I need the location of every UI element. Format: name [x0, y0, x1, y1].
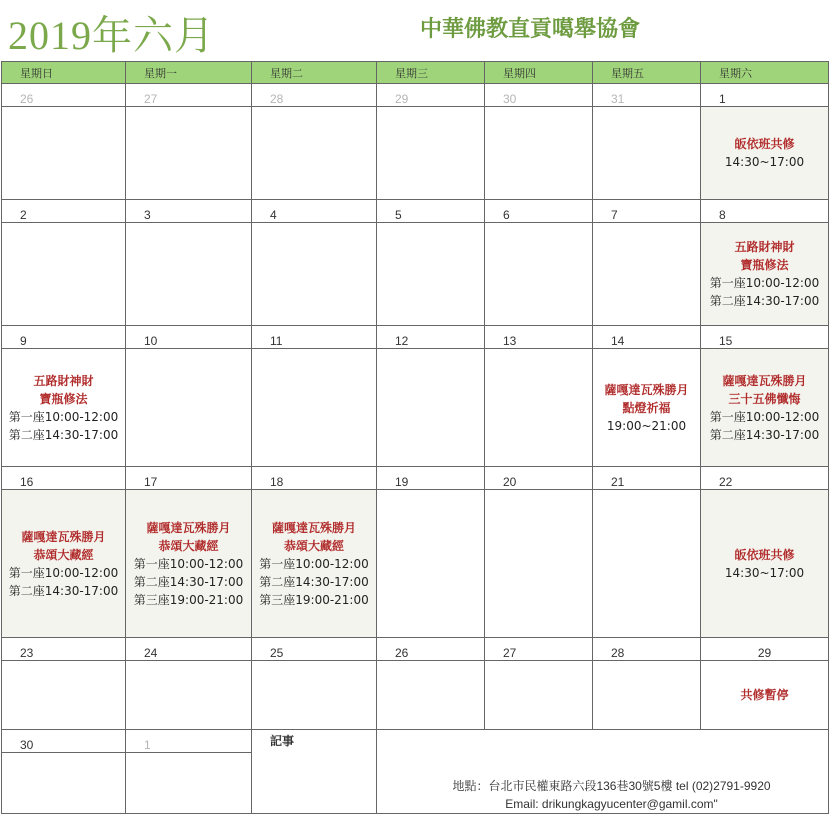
event-title: 薩嘎達瓦殊勝月 恭頌大藏經 — [271, 520, 356, 553]
day-cell[interactable] — [2, 223, 126, 326]
organization-name: 中華佛教直貢噶舉協會 — [420, 17, 641, 42]
day-cell[interactable] — [377, 223, 485, 326]
date-number: 25 — [252, 638, 377, 661]
event-time: 第一座10:00-12:00 — [133, 556, 244, 571]
event-title: 五路財神財 寶瓶修法 — [33, 373, 94, 406]
day-cell[interactable] — [485, 349, 593, 467]
event-title: 皈依班共修 — [734, 137, 795, 151]
day-cell[interactable] — [701, 661, 829, 730]
weekday-header-row — [2, 62, 829, 84]
date-number: 9 — [2, 326, 126, 349]
day-cell[interactable] — [252, 349, 377, 467]
date-number: 19 — [377, 467, 485, 490]
event-title: 薩嘎達瓦殊勝月 恭頌大藏經 — [146, 520, 231, 553]
weekday-sun: 星期日 — [2, 62, 126, 84]
address-text: 地點：台北市民權東路六段136巷30號5樓 tel (02)2791-9920 — [452, 779, 771, 793]
date-number: 21 — [593, 467, 701, 490]
date-number: 30 — [485, 84, 593, 107]
event-title: 薩嘎達瓦殊勝月 恭頌大藏經 — [21, 529, 106, 562]
event-title: 薩嘎達瓦殊勝月 三十五佛懺悔 — [722, 373, 807, 406]
event-time: 第二座14:30-17:00 — [8, 427, 119, 442]
event-time: 第一座10:00-12:00 — [8, 565, 119, 580]
date-number: 13 — [485, 326, 593, 349]
date-number: 1 — [701, 84, 829, 107]
calendar-grid — [1, 61, 829, 814]
date-number-row — [2, 638, 829, 661]
day-cell[interactable] — [126, 223, 252, 326]
day-cell-row — [2, 349, 829, 467]
date-number: 16 — [2, 467, 126, 490]
date-number: 10 — [126, 326, 252, 349]
date-number: 28 — [593, 638, 701, 661]
day-cell[interactable] — [485, 223, 593, 326]
date-number: 27 — [485, 638, 593, 661]
date-number: 7 — [593, 200, 701, 223]
event-title: 薩嘎達瓦殊勝月 點燈祈福 — [604, 382, 689, 415]
event-time: 第一座10:00-12:00 — [8, 409, 119, 424]
day-cell[interactable] — [126, 661, 252, 730]
weekday-wed: 星期三 — [377, 62, 485, 84]
day-cell[interactable] — [593, 223, 701, 326]
day-cell[interactable] — [2, 490, 126, 638]
date-number: 2 — [2, 200, 126, 223]
date-number: 3 — [126, 200, 252, 223]
date-number: 17 — [126, 467, 252, 490]
day-cell[interactable] — [377, 349, 485, 467]
day-cell[interactable] — [126, 349, 252, 467]
day-cell[interactable] — [485, 661, 593, 730]
date-number: 30 — [2, 730, 126, 753]
date-number: 14 — [593, 326, 701, 349]
day-cell[interactable] — [252, 107, 377, 200]
date-number: 11 — [252, 326, 377, 349]
date-number: 29 — [701, 638, 829, 661]
event-time: 第一座10:00-12:00 — [259, 556, 369, 571]
weekday-fri: 星期五 — [593, 62, 701, 84]
date-number-row — [2, 200, 829, 223]
date-number-row — [2, 467, 829, 490]
day-cell-row — [2, 223, 829, 326]
date-number: 1 — [126, 730, 252, 753]
contact-info — [377, 730, 829, 814]
date-number: 4 — [252, 200, 377, 223]
day-cell[interactable] — [593, 490, 701, 638]
day-cell[interactable] — [252, 490, 377, 638]
date-number: 22 — [701, 467, 829, 490]
day-cell[interactable] — [701, 490, 829, 638]
date-number: 12 — [377, 326, 485, 349]
date-number: 26 — [2, 84, 126, 107]
date-number: 28 — [252, 84, 377, 107]
day-cell-row — [2, 107, 829, 200]
date-number: 5 — [377, 200, 485, 223]
event-title: 共修暫停 — [740, 688, 789, 702]
date-number: 8 — [701, 200, 829, 223]
day-cell[interactable] — [2, 349, 126, 467]
day-cell[interactable] — [252, 661, 377, 730]
event-time: 14:30~17:00 — [724, 155, 805, 169]
date-number: 15 — [701, 326, 829, 349]
weekday-tue: 星期二 — [252, 62, 377, 84]
day-cell[interactable] — [377, 107, 485, 200]
date-number: 6 — [485, 200, 593, 223]
day-cell[interactable] — [701, 349, 829, 467]
date-number: 31 — [593, 84, 701, 107]
event-time: 第二座14:30-17:00 — [8, 583, 119, 598]
date-number: 26 — [377, 638, 485, 661]
event-time: 第三座19:00-21:00 — [133, 592, 244, 607]
date-number-row — [2, 326, 829, 349]
day-cell[interactable] — [252, 223, 377, 326]
day-cell[interactable] — [701, 107, 829, 200]
date-number: 20 — [485, 467, 593, 490]
event-time: 19:00~21:00 — [606, 418, 687, 433]
event-title: 五路財神財 寶瓶修法 — [734, 240, 795, 272]
day-cell[interactable] — [701, 223, 829, 326]
event-time: 第一座10:00-12:00 — [709, 409, 820, 424]
event-time: 第二座14:30-17:00 — [259, 574, 369, 589]
day-cell[interactable] — [377, 490, 485, 638]
date-number: 18 — [252, 467, 377, 490]
date-number: 29 — [377, 84, 485, 107]
event-time: 第二座14:30-17:00 — [709, 294, 820, 308]
day-cell[interactable] — [126, 107, 252, 200]
day-cell-row — [2, 490, 829, 638]
event-time: 第三座19:00-21:00 — [259, 592, 369, 607]
event-time: 第二座14:30-17:00 — [709, 427, 820, 442]
weekday-mon: 星期一 — [126, 62, 252, 84]
date-number-row — [2, 84, 829, 107]
event-title: 皈依班共修 — [734, 547, 795, 562]
event-time: 14:30~17:00 — [724, 565, 805, 580]
day-cell[interactable] — [2, 661, 126, 730]
date-number: 27 — [126, 84, 252, 107]
day-cell[interactable] — [2, 753, 126, 814]
day-cell[interactable] — [377, 661, 485, 730]
event-time: 第一座10:00-12:00 — [709, 276, 820, 290]
day-cell-row — [2, 661, 829, 730]
date-number: 23 — [2, 638, 126, 661]
calendar-title: 2019年六月 — [8, 13, 215, 58]
day-cell[interactable] — [126, 490, 252, 638]
day-cell[interactable] — [485, 490, 593, 638]
day-cell[interactable] — [593, 661, 701, 730]
date-number-row — [2, 730, 829, 753]
day-cell[interactable] — [593, 107, 701, 200]
date-number: 24 — [126, 638, 252, 661]
event-time: 第二座14:30-17:00 — [133, 574, 244, 589]
day-cell[interactable] — [2, 107, 126, 200]
day-cell[interactable] — [126, 753, 252, 814]
weekday-thu: 星期四 — [485, 62, 593, 84]
day-cell[interactable] — [485, 107, 593, 200]
day-cell[interactable] — [593, 349, 701, 467]
notes-label: 記事 — [252, 730, 377, 814]
weekday-sat: 星期六 — [701, 62, 829, 84]
email-text: Email: drikungkagyucenter@gamil.com" — [505, 797, 718, 811]
